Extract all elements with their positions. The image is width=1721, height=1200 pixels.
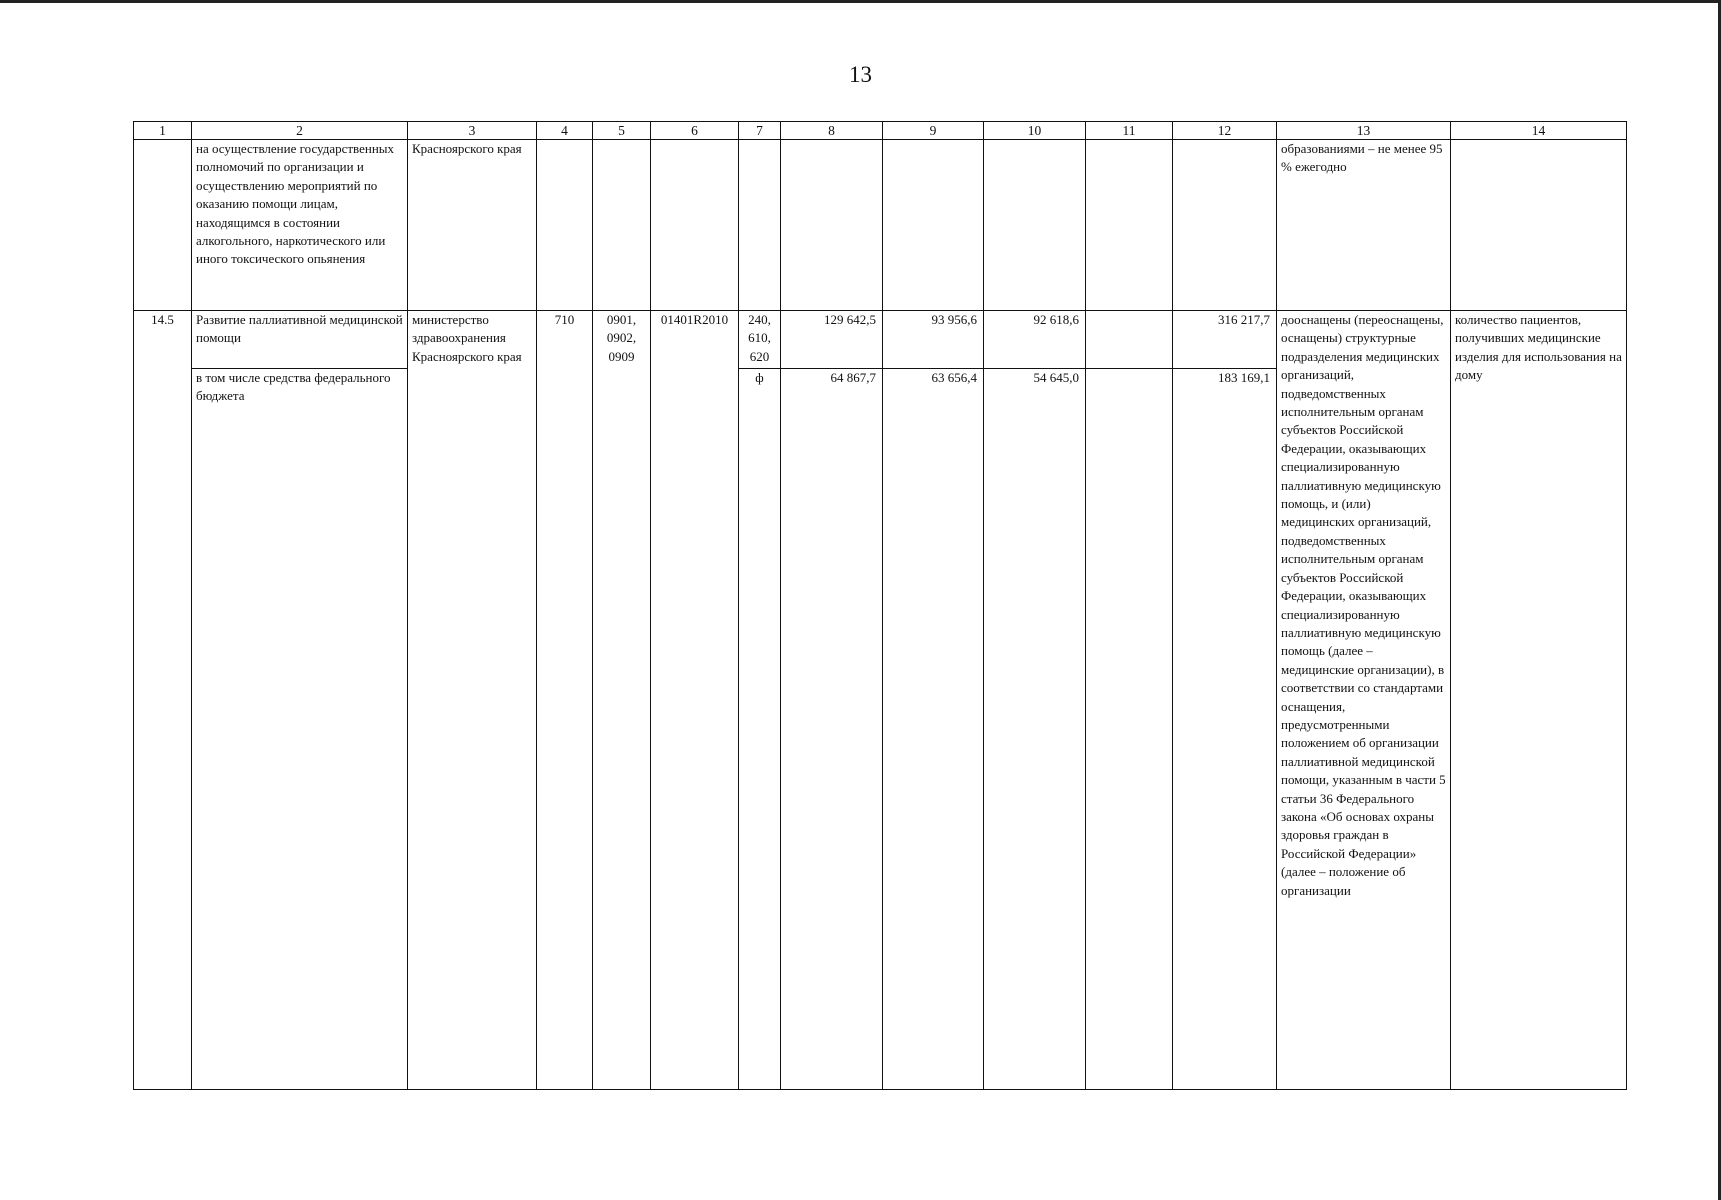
federal-label: в том числе средства федерального бюджета <box>192 369 408 1090</box>
vr-code: 240, 610, 620 <box>739 311 781 369</box>
amount-2024: 92 618,6 <box>984 311 1086 369</box>
header-cell: 6 <box>651 122 739 140</box>
header-cell: 3 <box>408 122 537 140</box>
federal-amount-col11 <box>1086 369 1173 1090</box>
expected-result: дооснащены (переоснащены, оснащены) структурные подразделения медицинских организаций, подведомственных исполнительным органам субъектов Российской Федерации, оказывающих специализированную паллиативную медицинскую помощь, и (или) медицинских организаций, подведомственных исполнительным органам субъектов Российской Федерации, оказывающих специализированную паллиативную медицинскую помощь (далее – медицинские организации), в соответствии со стандартами оснащения, предусмотренными положением об организации паллиативной медицинской помощи, указанным в части 5 статьи 36 Федерального закона «Об основах охраны здоровья граждан в Российской Федерации» (далее – положение об организации <box>1277 311 1451 1090</box>
federal-amount-total: 183 169,1 <box>1173 369 1277 1090</box>
header-cell: 11 <box>1086 122 1173 140</box>
rzpr-code: 0901, 0902, 0909 <box>593 311 651 369</box>
federal-amount-2022: 64 867,7 <box>781 369 883 1090</box>
header-cell: 12 <box>1173 122 1277 140</box>
executor-continued: Красноярского края <box>408 140 537 311</box>
header-cell: 7 <box>739 122 781 140</box>
table-row-14-5 <box>134 311 1627 369</box>
scan-border-top <box>0 0 1721 3</box>
result-continued: образованиями – не менее 95 % ежегодно <box>1277 140 1451 311</box>
header-cell: 9 <box>883 122 984 140</box>
header-cell: 5 <box>593 122 651 140</box>
executor: министерство здравоохранения Красноярского края <box>408 311 537 369</box>
federal-amount-2024: 54 645,0 <box>984 369 1086 1090</box>
header-cell: 14 <box>1451 122 1627 140</box>
indicator: количество пациентов, получивших медицинские изделия для использования на дому <box>1451 311 1627 1090</box>
header-cell: 4 <box>537 122 593 140</box>
header-row <box>134 122 1627 140</box>
grbs-code: 710 <box>537 311 593 369</box>
header-cell: 2 <box>192 122 408 140</box>
csr-code: 01401R2010 <box>651 311 739 369</box>
header-cell: 13 <box>1277 122 1451 140</box>
row-number-cell <box>134 140 192 311</box>
header-cell: 8 <box>781 122 883 140</box>
amount-col11 <box>1086 311 1173 369</box>
amount-2023: 93 956,6 <box>883 311 984 369</box>
measure-name-continued: на осуществление государственных полномочий по организации и осуществлению мероприятий по оказанию помощи лицам, находящимся в состоянии алкогольного, наркотического или иного токсического опьянения <box>192 140 408 311</box>
header-cell: 10 <box>984 122 1086 140</box>
federal-amount-2023: 63 656,4 <box>883 369 984 1090</box>
federal-vr-code: ф <box>739 369 781 1090</box>
header-cell: 1 <box>134 122 192 140</box>
row-number: 14.5 <box>134 311 192 1090</box>
measure-name: Развитие паллиативной медицинской помощи <box>192 311 408 369</box>
program-table <box>133 121 1627 1090</box>
amount-total: 316 217,7 <box>1173 311 1277 369</box>
table-row-continued <box>134 140 1627 311</box>
amount-2022: 129 642,5 <box>781 311 883 369</box>
page-number: 13 <box>849 62 872 87</box>
